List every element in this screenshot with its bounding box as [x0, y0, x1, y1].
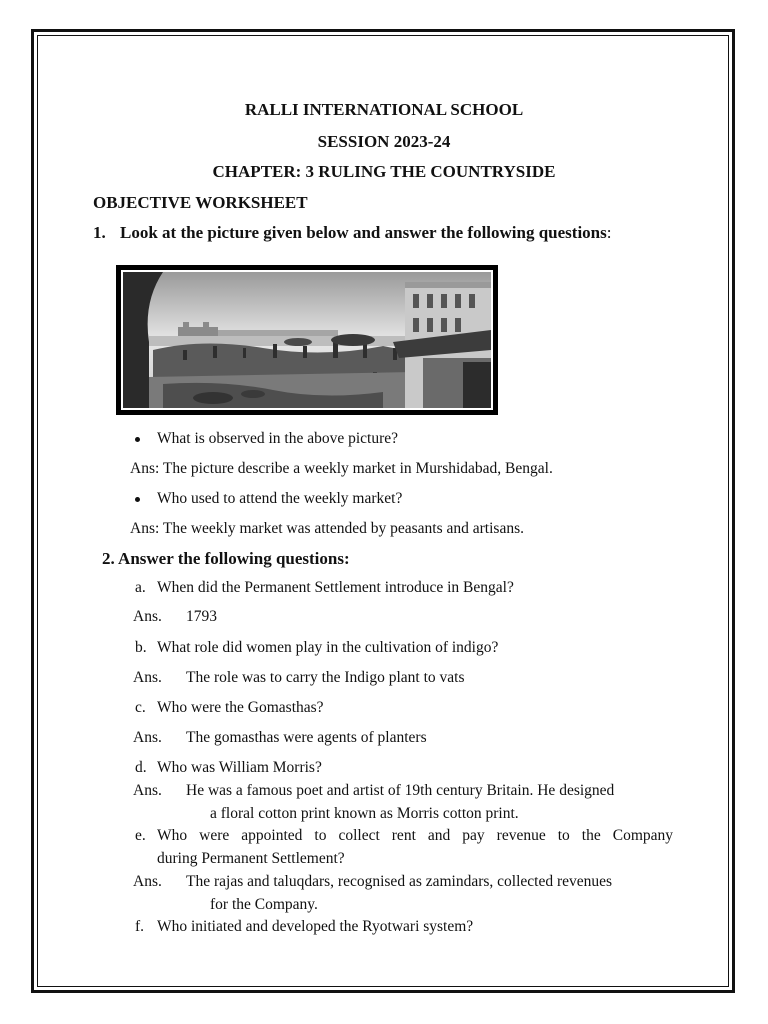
- section-1-question-2: Who used to attend the weekly market?: [157, 490, 403, 507]
- school-name: RALLI INTERNATIONAL SCHOOL: [244, 100, 524, 119]
- answer-e-line-1: The rajas and taluqdars, recognised as zamindars, collected revenues: [186, 873, 613, 890]
- session-title: SESSION 2023-24: [317, 132, 451, 151]
- market-picture: [116, 265, 498, 415]
- question-letter: d.: [135, 759, 147, 776]
- section-1-answer-1: Ans: The picture describe a weekly market in Murshidabad, Bengal.: [130, 460, 553, 477]
- question-f: Who initiated and developed the Ryotwari system?: [157, 918, 474, 935]
- ans-label: Ans.: [133, 608, 162, 625]
- section-1-question-1: What is observed in the above picture?: [157, 430, 399, 447]
- bullet-icon: [135, 497, 140, 502]
- question-d: Who was William Morris?: [157, 759, 322, 776]
- question-letter: f.: [135, 918, 145, 935]
- ans-label: Ans.: [133, 669, 162, 686]
- question-c: Who were the Gomasthas?: [157, 699, 324, 716]
- question-letter: e.: [135, 827, 146, 844]
- answer-e-line-2: for the Company.: [210, 896, 318, 913]
- ans-label: Ans.: [133, 873, 162, 890]
- ans-label: Ans.: [133, 782, 162, 799]
- chapter-title: CHAPTER: 3 RULING THE COUNTRYSIDE: [212, 162, 556, 181]
- answer-d-line-2: a floral cotton print known as Morris cotton print.: [210, 805, 519, 822]
- question-letter: b.: [135, 639, 147, 656]
- question-b: What role did women play in the cultivation of indigo?: [157, 639, 499, 656]
- question-e-line-1: Who were appointed to collect rent and pay revenue to the Company: [157, 827, 673, 844]
- worksheet-title: OBJECTIVE WORKSHEET: [93, 193, 308, 212]
- answer-d-line-1: He was a famous poet and artist of 19th century Britain. He designed: [186, 782, 615, 799]
- section-1-heading: [120, 223, 611, 243]
- market-illustration: [123, 272, 491, 408]
- question-a: When did the Permanent Settlement introduce in Bengal?: [157, 579, 514, 596]
- section-2-heading: 2. Answer the following questions:: [102, 549, 350, 568]
- ans-label: Ans.: [133, 729, 162, 746]
- question-letter: c.: [135, 699, 146, 716]
- answer-c: The gomasthas were agents of planters: [186, 729, 427, 746]
- question-e-line-2: during Permanent Settlement?: [157, 850, 345, 867]
- section-1-heading-text: Look at the picture given below and answer the following questions: [120, 223, 607, 242]
- question-letter: a.: [135, 579, 146, 596]
- section-1-answer-2: Ans: The weekly market was attended by peasants and artisans.: [130, 520, 524, 537]
- section-1-heading-colon: :: [606, 223, 612, 242]
- bullet-icon: [135, 437, 140, 442]
- answer-a: 1793: [186, 608, 217, 625]
- section-1-number: 1.: [93, 223, 106, 242]
- answer-b: The role was to carry the Indigo plant to vats: [186, 669, 465, 686]
